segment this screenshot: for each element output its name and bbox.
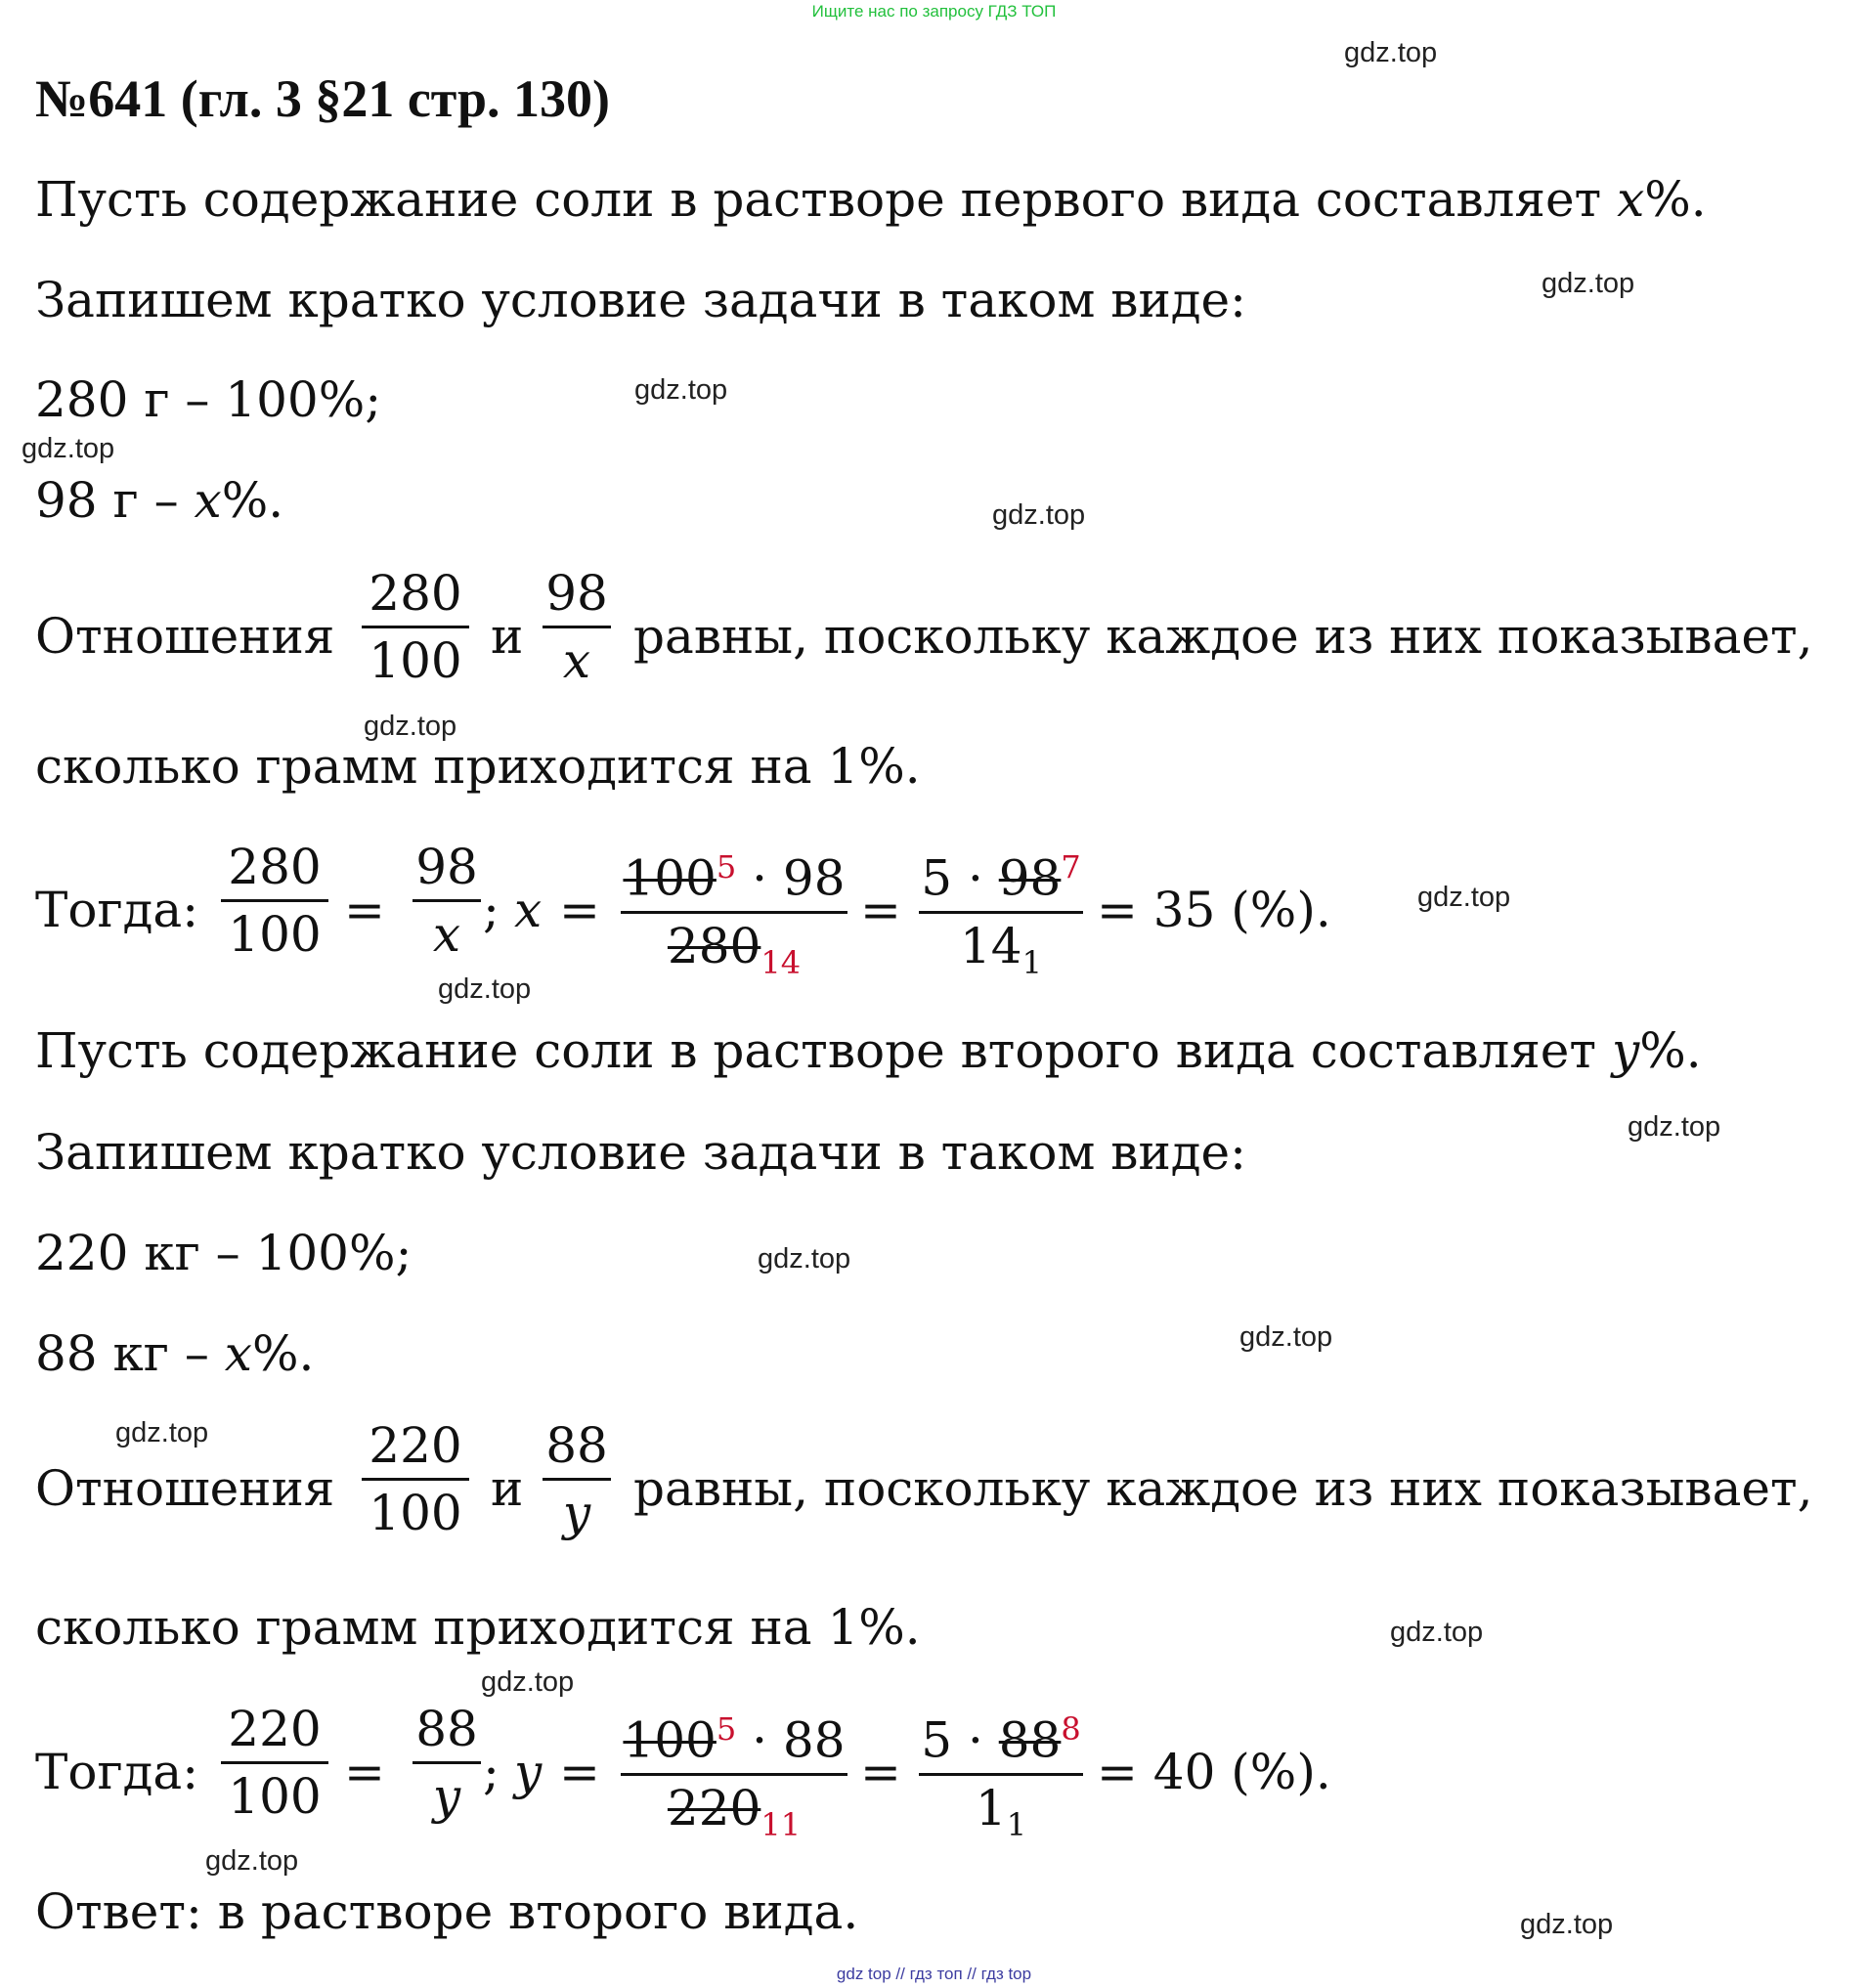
part2-eq-var: y [514,1744,543,1800]
part1-simplified-fraction: $5 \cdot 98^7$ $14_1$ [919,839,1083,991]
watermark: gdz.top [481,1666,575,1698]
part2-intro: Пусть содержание соли в растворе второго вида составляет y%. [35,1022,1702,1079]
watermark: gdz.top [115,1417,209,1448]
part2-simplified-fraction: $5 \cdot 88^8$ $1_1$ [919,1701,1083,1853]
part2-eq-sign: = [860,1744,901,1800]
watermark: gdz.top [22,433,115,464]
watermark: gdz.top [1520,1909,1614,1940]
watermark: gdz.top [1628,1111,1721,1143]
bottom-watermark: gdz top // гдз топ // гдз top [836,1965,1032,1983]
part1-ratio-and: и [491,608,524,665]
part1-condition: Запишем кратко условие задачи в таком виде: [35,272,1246,328]
answer-line: Ответ: в растворе второго вида. [35,1883,859,1940]
part1-eq-fraction-2: 98 x [413,839,481,963]
part1-eq-var: x [514,882,543,938]
part2-calc-fraction: $100^5 \cdot 88$ $220_{11}$ [621,1701,847,1853]
part1-eq-semicolon: ; [483,882,500,938]
watermark: gdz.top [992,499,1086,531]
part2-ratio-fraction-1: 220 100 [362,1417,469,1541]
watermark: gdz.top [634,374,728,406]
watermark: gdz.top [1417,882,1511,913]
part2-result: = 40 (%). [1097,1744,1331,1800]
part2-ratio-word: Отношения [35,1460,335,1517]
part1-ratio-word: Отношения [35,608,335,665]
part2-eq-fraction-2: 88 y [413,1701,481,1825]
part1-eq-sign: = [860,882,901,938]
part2-row1: 220 кг – 100%; [35,1225,413,1281]
part2-eq-sign: = [344,1744,385,1800]
watermark: gdz.top [1344,37,1438,68]
part1-eq-fraction-1: 280 100 [221,839,328,963]
watermark: gdz.top [364,711,457,742]
part1-grams-line: сколько грамм приходится на 1%. [35,738,921,795]
watermark: gdz.top [205,1845,299,1877]
watermark: gdz.top [1390,1617,1484,1648]
part2-grams-line: сколько грамм приходится на 1%. [35,1599,921,1656]
part1-ratio-fraction-1: 280 100 [362,565,469,689]
part2-row2: 88 кг – x%. [35,1325,315,1382]
part1-row2: 98 г – x%. [35,472,284,529]
part1-ratio-rest: равны, поскольку каждое из них показывает, [633,608,1813,665]
part2-eq-semicolon: ; [483,1744,500,1800]
part1-eq-sign: = [559,882,600,938]
part1-calc-fraction: $100^5 \cdot 98$ $280_{14}$ [621,839,847,991]
part1-row1: 280 г – 100%; [35,371,382,428]
part2-ratio-and: и [491,1460,524,1517]
problem-heading: №641 (гл. 3 §21 стр. 130) [35,69,610,128]
watermark: gdz.top [1239,1321,1333,1353]
part2-eq-sign: = [559,1744,600,1800]
part2-eq-fraction-1: 220 100 [221,1701,328,1825]
part1-ratio-fraction-2: 98 x [543,565,611,689]
part1-intro: Пусть содержание соли в растворе первого вида составляет x%. [35,171,1707,228]
watermark: gdz.top [1542,268,1635,299]
part1-result: = 35 (%). [1097,882,1331,938]
part2-condition: Запишем кратко условие задачи в таком виде: [35,1124,1246,1181]
part1-then: Тогда: [35,882,199,938]
part2-ratio-rest: равны, поскольку каждое из них показывает, [633,1460,1813,1517]
part1-eq-sign: = [344,882,385,938]
watermark: gdz.top [438,973,532,1005]
part2-ratio-fraction-2: 88 y [543,1417,611,1541]
top-banner: Ищите нас по запросу ГДЗ ТОП [811,2,1057,21]
part2-then: Тогда: [35,1744,199,1800]
watermark: gdz.top [758,1243,851,1275]
